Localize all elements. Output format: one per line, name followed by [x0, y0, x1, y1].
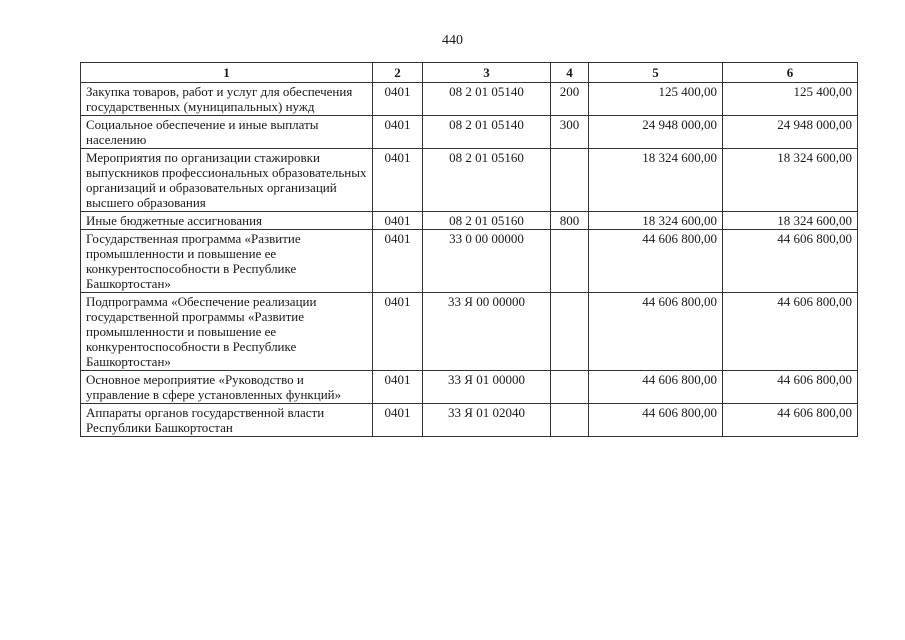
- row-section: 0401: [373, 293, 423, 371]
- row-name: Аппараты органов государственной власти Республики Башкортостан: [81, 404, 373, 437]
- row-sum-1: 44 606 800,00: [589, 404, 723, 437]
- row-sum-1: 18 324 600,00: [589, 212, 723, 230]
- table-row: [81, 404, 858, 437]
- row-section: 0401: [373, 83, 423, 116]
- row-sum-2: 44 606 800,00: [723, 371, 858, 404]
- row-sum-2: 24 948 000,00: [723, 116, 858, 149]
- row-target-code: 33 0 00 00000: [423, 230, 551, 293]
- table-header-row: [81, 63, 858, 83]
- row-sum-1: 44 606 800,00: [589, 230, 723, 293]
- row-sum-2: 18 324 600,00: [723, 149, 858, 212]
- row-sum-1: 125 400,00: [589, 83, 723, 116]
- header-col-5: 5: [589, 63, 723, 83]
- row-sum-2: 44 606 800,00: [723, 293, 858, 371]
- row-expense-type: [551, 404, 589, 437]
- row-name: Социальное обеспечение и иные выплаты населению: [81, 116, 373, 149]
- row-name: Государственная программа «Развитие промышленности и повышение ее конкурентоспособности в Республике Башкортостан»: [81, 230, 373, 293]
- budget-table: [80, 62, 858, 437]
- table-row: [81, 230, 858, 293]
- row-sum-2: 44 606 800,00: [723, 230, 858, 293]
- page-number: 440: [442, 33, 463, 48]
- row-expense-type: [551, 149, 589, 212]
- header-col-2: 2: [373, 63, 423, 83]
- table-row: [81, 371, 858, 404]
- row-target-code: 33 Я 01 02040: [423, 404, 551, 437]
- table-row: [81, 149, 858, 212]
- row-target-code: 33 Я 00 00000: [423, 293, 551, 371]
- table-row: [81, 116, 858, 149]
- row-name: Закупка товаров, работ и услуг для обеспечения государственных (муниципальных) нужд: [81, 83, 373, 116]
- row-section: 0401: [373, 230, 423, 293]
- row-section: 0401: [373, 404, 423, 437]
- header-col-6: 6: [723, 63, 858, 83]
- row-target-code: 08 2 01 05160: [423, 212, 551, 230]
- table-row: [81, 293, 858, 371]
- row-target-code: 08 2 01 05140: [423, 83, 551, 116]
- row-target-code: 33 Я 01 00000: [423, 371, 551, 404]
- row-sum-2: 18 324 600,00: [723, 212, 858, 230]
- table-row: [81, 212, 858, 230]
- header-col-3: 3: [423, 63, 551, 83]
- header-col-1: 1: [81, 63, 373, 83]
- row-expense-type: [551, 293, 589, 371]
- row-expense-type: 800: [551, 212, 589, 230]
- header-col-4: 4: [551, 63, 589, 83]
- row-section: 0401: [373, 116, 423, 149]
- row-target-code: 08 2 01 05140: [423, 116, 551, 149]
- row-section: 0401: [373, 371, 423, 404]
- row-target-code: 08 2 01 05160: [423, 149, 551, 212]
- row-section: 0401: [373, 212, 423, 230]
- row-sum-1: 24 948 000,00: [589, 116, 723, 149]
- row-expense-type: 200: [551, 83, 589, 116]
- row-sum-2: 44 606 800,00: [723, 404, 858, 437]
- row-sum-1: 44 606 800,00: [589, 371, 723, 404]
- table-row: [81, 83, 858, 116]
- row-sum-1: 44 606 800,00: [589, 293, 723, 371]
- row-sum-2: 125 400,00: [723, 83, 858, 116]
- row-name: Иные бюджетные ассигнования: [81, 212, 373, 230]
- row-name: Основное мероприятие «Руководство и управление в сфере установленных функций»: [81, 371, 373, 404]
- row-sum-1: 18 324 600,00: [589, 149, 723, 212]
- row-expense-type: [551, 230, 589, 293]
- row-expense-type: 300: [551, 116, 589, 149]
- row-name: Подпрограмма «Обеспечение реализации государственной программы «Развитие промышленности и повышение ее конкурентоспособности в Республике Башкортостан»: [81, 293, 373, 371]
- row-section: 0401: [373, 149, 423, 212]
- row-expense-type: [551, 371, 589, 404]
- row-name: Мероприятия по организации стажировки выпускников профессиональных образовательных организаций и образовательных организаций высшего образования: [81, 149, 373, 212]
